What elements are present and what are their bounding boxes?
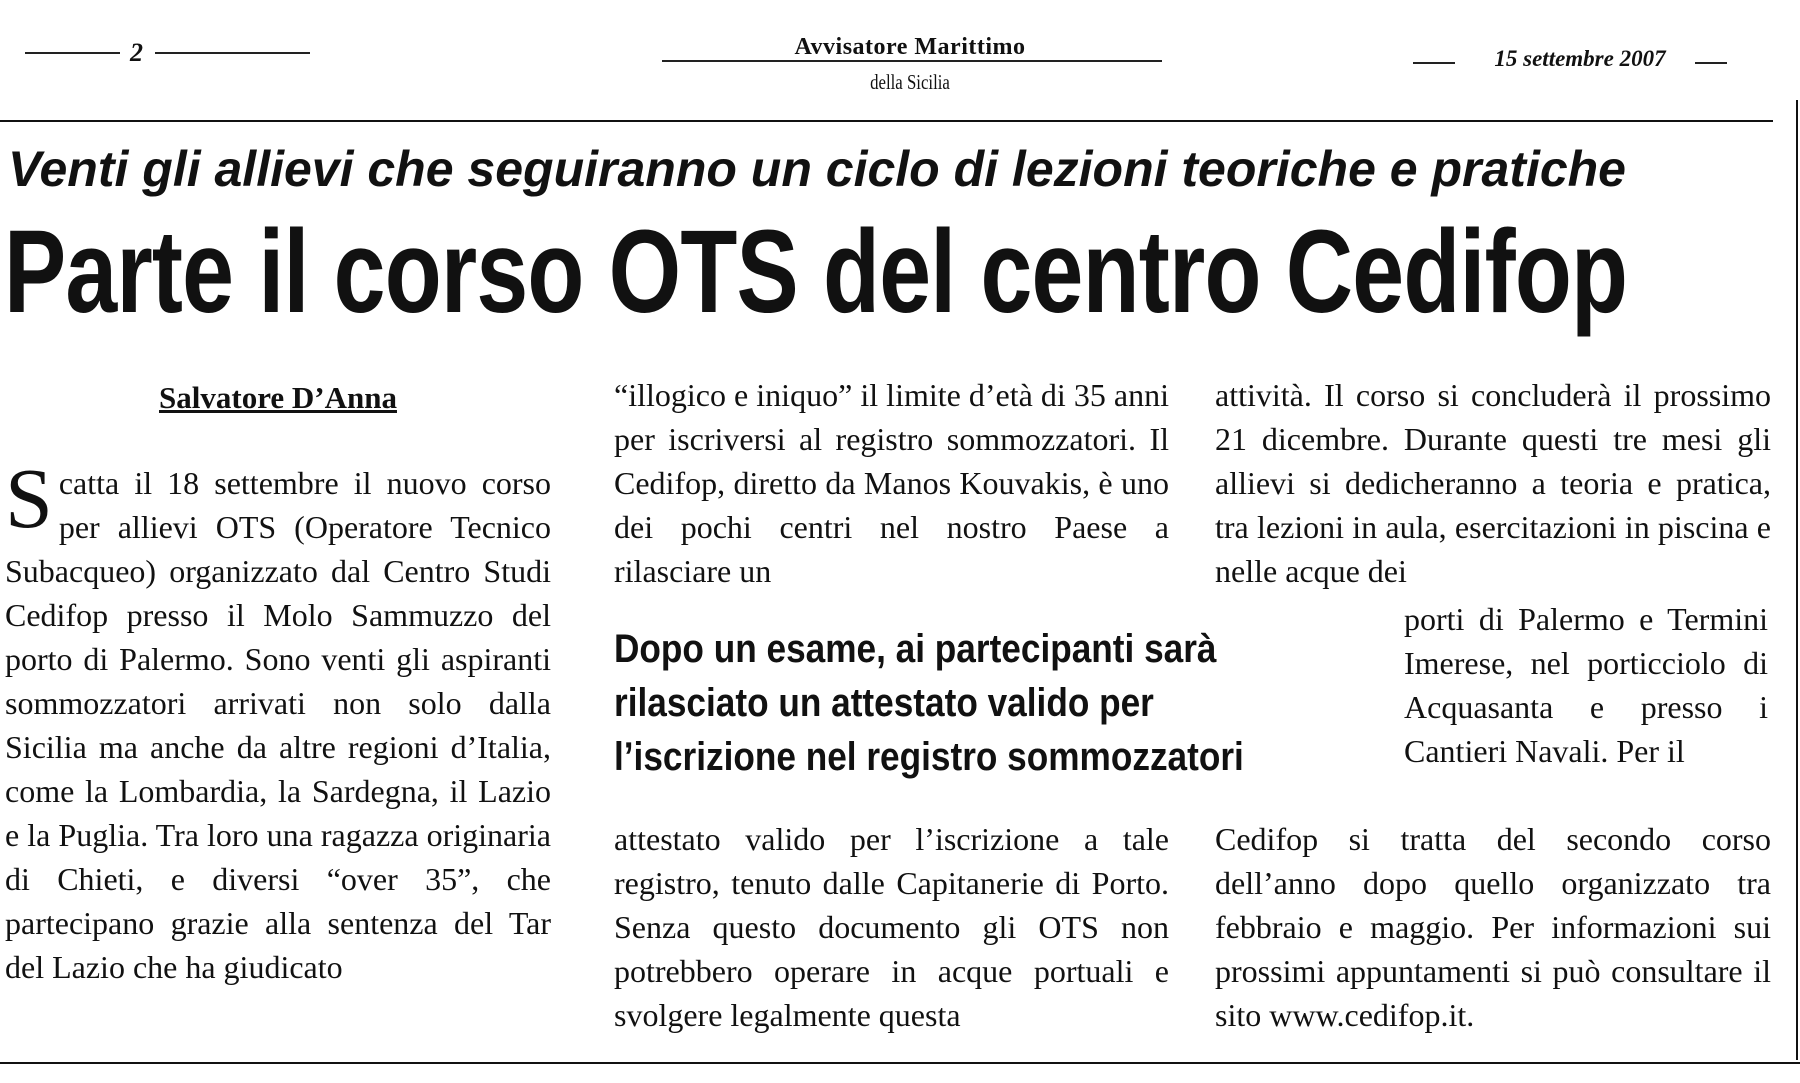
column-2-bottom: attestato valido per l’iscrizione a tale registro, tenuto dalle Capitanerie di Porto. Senza questo documento gli OTS non potrebbero operare in acque portuali e svolgere legalmente questa (614, 821, 1169, 1033)
column-3-bottom: Cedifop si tratta del secondo corso dell’anno dopo quello organizzato tra febbraio e maggio. Per informazioni sui prossimi appuntamenti si può consultare il sito www.cedifop.it. (1215, 821, 1771, 1033)
article-headline: Parte il corso OTS del centro Cedifop (4, 206, 1628, 338)
masthead-subtitle: della Sicilia (870, 70, 950, 94)
masthead-title: Avvisatore Marittimo (794, 34, 1026, 60)
pull-quote (614, 622, 1300, 784)
pull-quote-line: Dopo un esame, ai partecipanti sarà (614, 627, 1217, 671)
page-number: 2 (130, 38, 143, 67)
pull-quote-line: rilasciato un attestato valido per (614, 681, 1154, 725)
top-rule (0, 120, 1773, 122)
header-rule-left-1 (25, 52, 120, 54)
drop-cap: S (5, 450, 53, 546)
column-3-top: attività. Il corso si concluderà il prossimo 21 dicembre. Durante questi tre mesi gli allievi si dedicheranno a teoria e pratica, tra lezioni in aula, esercitazioni in piscina e nelle acque dei (1215, 377, 1771, 589)
header-rule-right-1 (1413, 62, 1455, 64)
article-kicker: Venti gli allievi che seguiranno un ciclo di lezioni teoriche e pratiche (8, 141, 1626, 197)
right-edge-rule (1796, 100, 1798, 1060)
column-3-middle: porti di Palermo e Termini Imerese, nel porticciolo di Acquasanta e presso i Cantieri Navali. Per il (1404, 601, 1768, 769)
column-1-text: catta il 18 settembre il nuovo corso per allievi OTS (Operatore Tecnico Subacqueo) organizzato dal Centro Studi Cedifop presso il Molo Sammuzzo del porto di Palermo. Sono venti gli aspiranti sommozzatori arrivati non solo dalla Sicilia ma anche da altre regioni d’Italia, come la Lombardia, la Sardegna, il Lazio e la Puglia. Tra loro una ragazza originaria di Chieti, e diversi “over 35”, che partecipano grazie alla sentenza del Tar del Lazio che ha giudicato (5, 465, 551, 985)
issue-date: 15 settembre 2007 (1494, 46, 1666, 71)
header-rule-right-2 (1695, 62, 1727, 64)
bottom-rule (0, 1062, 1800, 1064)
pull-quote-line: l’iscrizione nel registro sommozzatori (614, 735, 1244, 779)
byline: Salvatore D’Anna (159, 380, 397, 415)
column-1 (5, 450, 551, 989)
column-2-top: “illogico e iniquo” il limite d’età di 35 anni per iscriversi al registro sommozzatori. Il Cedifop, diretto da Manos Kouvakis, è uno dei pochi centri nel nostro Paese a rilasciare un (614, 377, 1169, 589)
header-rule-left-2 (155, 52, 310, 54)
masthead-rule (662, 60, 1162, 62)
